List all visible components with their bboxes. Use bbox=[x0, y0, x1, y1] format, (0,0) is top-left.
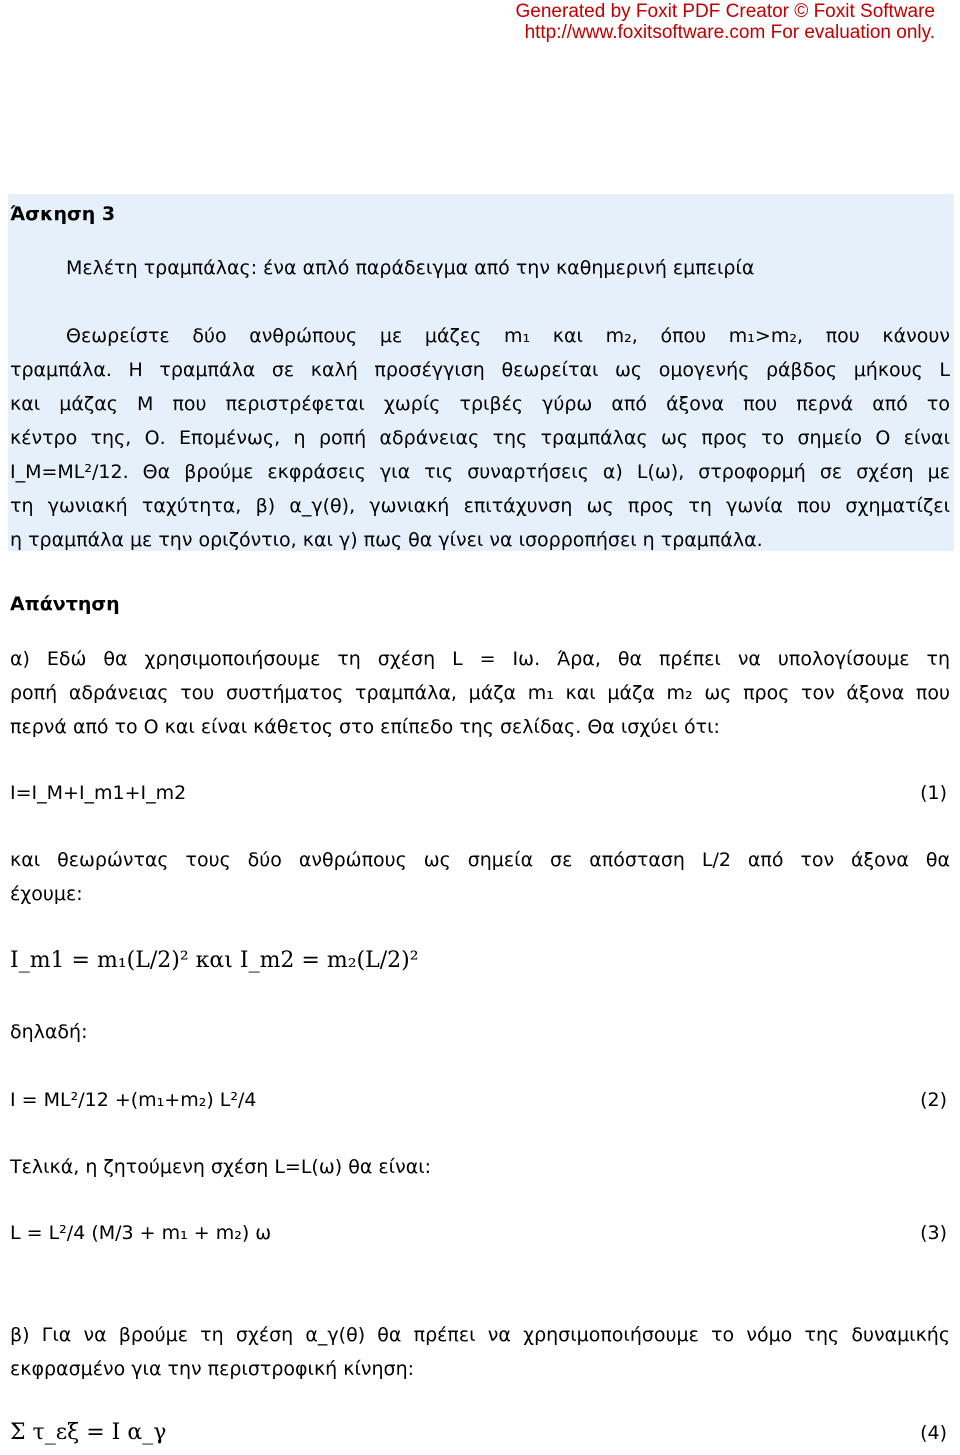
answer-a-line-2: ροπή αδράνειας του συστήματος τραμπάλα, μάζα m₁ και μάζα m₂ ως προς τον άξονα που bbox=[10, 682, 950, 704]
exercise-line-2: τραμπάλα. Η τραμπάλα σε καλή προσέγγιση θεωρείται ως ομογενής ράβδος μήκους L bbox=[10, 359, 950, 381]
answer-a-line-1: α) Εδώ θα χρησιμοποιήσουμε τη σχέση L = Iω. Άρα, θα πρέπει να υπολογίσουμε τη bbox=[10, 648, 950, 670]
exercise-line-6: τη γωνιακή ταχύτητα, β) α_γ(θ), γωνιακή επιτάχυνση ως προς τη γωνία που σχηματίζει bbox=[10, 495, 950, 517]
exercise-line-1: Θεωρείστε δύο ανθρώπους με μάζες m₁ και m₂, όπου m₁>m₂, που κάνουν bbox=[66, 325, 950, 347]
equation-1-number: (1) bbox=[920, 782, 947, 804]
exercise-line-3: και μάζας Μ που περιστρέφεται χωρίς τριβές γύρω από άξονα που περνά από το bbox=[10, 393, 950, 415]
dilladi-label: δηλαδή: bbox=[10, 1021, 88, 1043]
answer-a-line-3: περνά από το Ο και είναι κάθετος στο επίπεδο της σελίδας. Θα ισχύει ότι: bbox=[10, 716, 720, 738]
answer-b-line-2: εκφρασμένο για την περιστροφική κίνηση: bbox=[10, 1358, 415, 1380]
answer-c-line-2: έχουμε: bbox=[10, 883, 83, 905]
exercise-line-7: η τραμπάλα με την οριζόντιο, και γ) πως θα γίνει να ισορροπήσει η τραμπάλα. bbox=[10, 529, 763, 551]
equation-4: Σ τ_εξ = I α_γ bbox=[10, 1420, 167, 1445]
final-relation-text: Τελικά, η ζητούμενη σχέση L=L(ω) θα είναι: bbox=[10, 1156, 432, 1178]
exercise-title: Άσκηση 3 bbox=[10, 203, 116, 225]
exercise-line-4: κέντρο της, Ο. Επομένως, η ροπή αδράνειας της τραμπάλας ως προς το σημείο Ο είναι bbox=[10, 427, 950, 449]
watermark-line-1: Generated by Foxit PDF Creator © Foxit Software bbox=[515, 1, 935, 22]
equation-3: L = L²/4 (M/3 + m₁ + m₂) ω bbox=[10, 1222, 272, 1244]
equation-2-number: (2) bbox=[920, 1089, 947, 1111]
answer-b-line-1: β) Για να βρούμε τη σχέση α_γ(θ) θα πρέπει να χρησιμοποιήσουμε το νόμο της δυναμικής bbox=[10, 1324, 950, 1346]
answer-c-line-1: και θεωρώντας τους δύο ανθρώπους ως σημεία σε απόσταση L/2 από τον άξονα θα bbox=[10, 849, 950, 871]
exercise-line-5: I_M=ML²/12. Θα βρούμε εκφράσεις για τις συναρτήσεις α) L(ω), στροφορμή σε σχέση με bbox=[10, 461, 950, 483]
equation-moment-masses: I_m1 = m₁(L/2)² και I_m2 = m₂(L/2)² bbox=[10, 948, 419, 973]
equation-1: I=I_M+I_m1+I_m2 bbox=[10, 782, 187, 804]
equation-2: I = ML²/12 +(m₁+m₂) L²/4 bbox=[10, 1089, 257, 1111]
equation-3-number: (3) bbox=[920, 1222, 947, 1244]
answer-heading: Απάντηση bbox=[10, 593, 120, 615]
equation-4-number: (4) bbox=[920, 1422, 947, 1444]
exercise-subtitle: Μελέτη τραμπάλας: ένα απλό παράδειγμα από την καθημερινή εμπειρία bbox=[66, 257, 755, 279]
watermark-line-2: http://www.foxitsoftware.com For evaluation only. bbox=[524, 22, 935, 43]
